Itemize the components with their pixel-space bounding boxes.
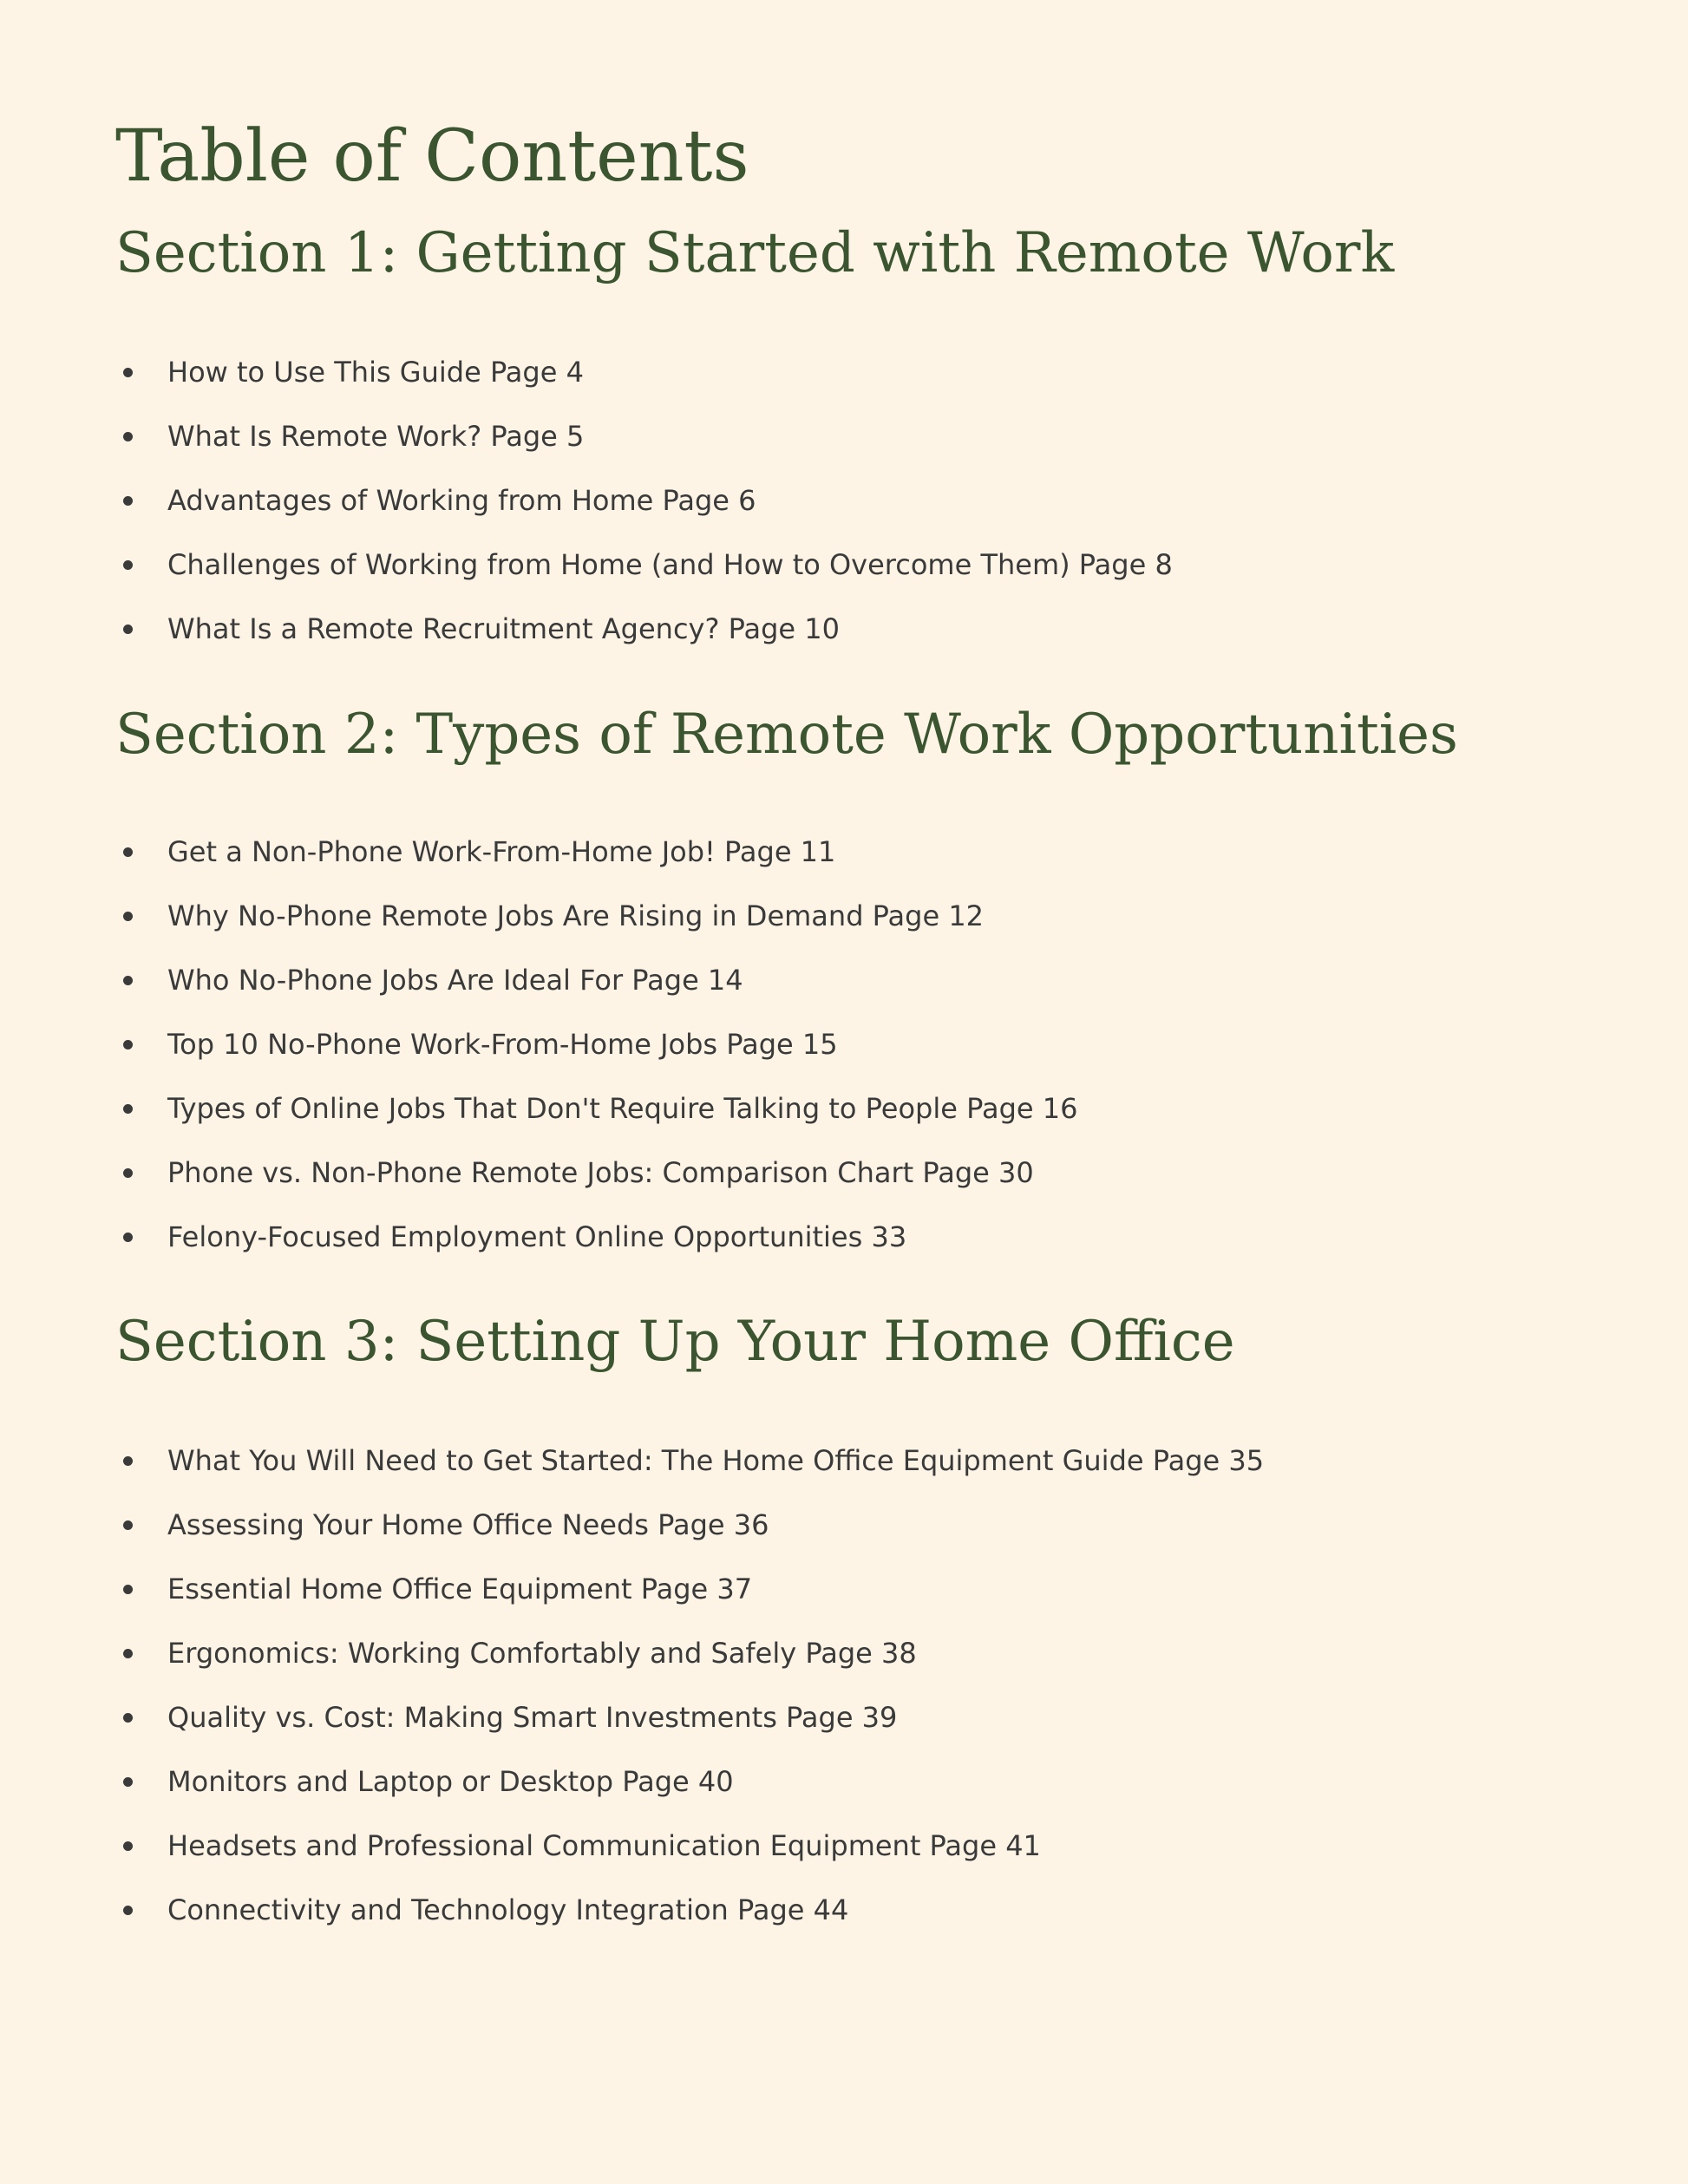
bullet-icon	[123, 1520, 133, 1530]
bullet-icon	[123, 1168, 133, 1178]
bullet-icon	[123, 560, 133, 570]
bullet-icon	[123, 976, 133, 985]
toc-entry-text: Phone vs. Non-Phone Remote Jobs: Comparison Chart Page 30	[167, 1156, 1034, 1189]
toc-entry-text: Felony-Focused Employment Online Opportunities 33	[167, 1220, 907, 1253]
toc-entry-text: Challenges of Working from Home (and How to Overcome Them) Page 8	[167, 548, 1173, 581]
bullet-icon	[123, 1585, 133, 1594]
toc-entry-text: What You Will Need to Get Started: The Home Office Equipment Guide Page 35	[167, 1444, 1265, 1477]
toc-entry-text: Assessing Your Home Office Needs Page 36	[167, 1508, 769, 1541]
toc-entry-text: Ergonomics: Working Comfortably and Safely Page 38	[167, 1637, 917, 1670]
toc-entry-text: Quality vs. Cost: Making Smart Investments Page 39	[167, 1701, 898, 1734]
toc-entry-text: What Is Remote Work? Page 5	[167, 420, 585, 453]
bullet-icon	[123, 1104, 133, 1114]
bullet-icon	[123, 912, 133, 921]
bullet-icon	[123, 1906, 133, 1915]
bullet-icon	[123, 847, 133, 857]
section-1-heading: Section 1: Getting Started with Remote Work	[115, 221, 1395, 285]
bullet-icon	[123, 1040, 133, 1049]
section-3-heading: Section 3: Setting Up Your Home Office	[115, 1310, 1235, 1374]
toc-entry-text: How to Use This Guide Page 4	[167, 356, 584, 389]
bullet-icon	[123, 432, 133, 441]
toc-entry-text: Headsets and Professional Communication Equipment Page 41	[167, 1829, 1041, 1862]
page-title: Table of Contents	[115, 115, 749, 198]
toc-entry-text: Advantages of Working from Home Page 6	[167, 484, 756, 517]
bullet-icon	[123, 1713, 133, 1723]
toc-entry-text: Connectivity and Technology Integration Page 44	[167, 1893, 849, 1926]
toc-entry-text: Get a Non-Phone Work-From-Home Job! Page 11	[167, 835, 836, 868]
bullet-icon	[123, 1456, 133, 1466]
bullet-icon	[123, 1777, 133, 1787]
toc-entry-text: Who No-Phone Jobs Are Ideal For Page 14	[167, 964, 743, 997]
toc-entry-text: Monitors and Laptop or Desktop Page 40	[167, 1765, 734, 1798]
toc-entry-text: Top 10 No-Phone Work-From-Home Jobs Page 15	[167, 1028, 838, 1061]
toc-entry-text: Types of Online Jobs That Don't Require Talking to People Page 16	[167, 1092, 1078, 1125]
toc-entry-text: What Is a Remote Recruitment Agency? Page 10	[167, 612, 840, 645]
bullet-icon	[123, 496, 133, 506]
bullet-icon	[123, 1649, 133, 1658]
bullet-icon	[123, 1841, 133, 1851]
bullet-icon	[123, 624, 133, 634]
section-2-heading: Section 2: Types of Remote Work Opportunities	[115, 703, 1458, 767]
bullet-icon	[123, 368, 133, 377]
bullet-icon	[123, 1233, 133, 1242]
toc-entry-text: Essential Home Office Equipment Page 37	[167, 1573, 753, 1605]
toc-entry-text: Why No-Phone Remote Jobs Are Rising in Demand Page 12	[167, 899, 985, 932]
